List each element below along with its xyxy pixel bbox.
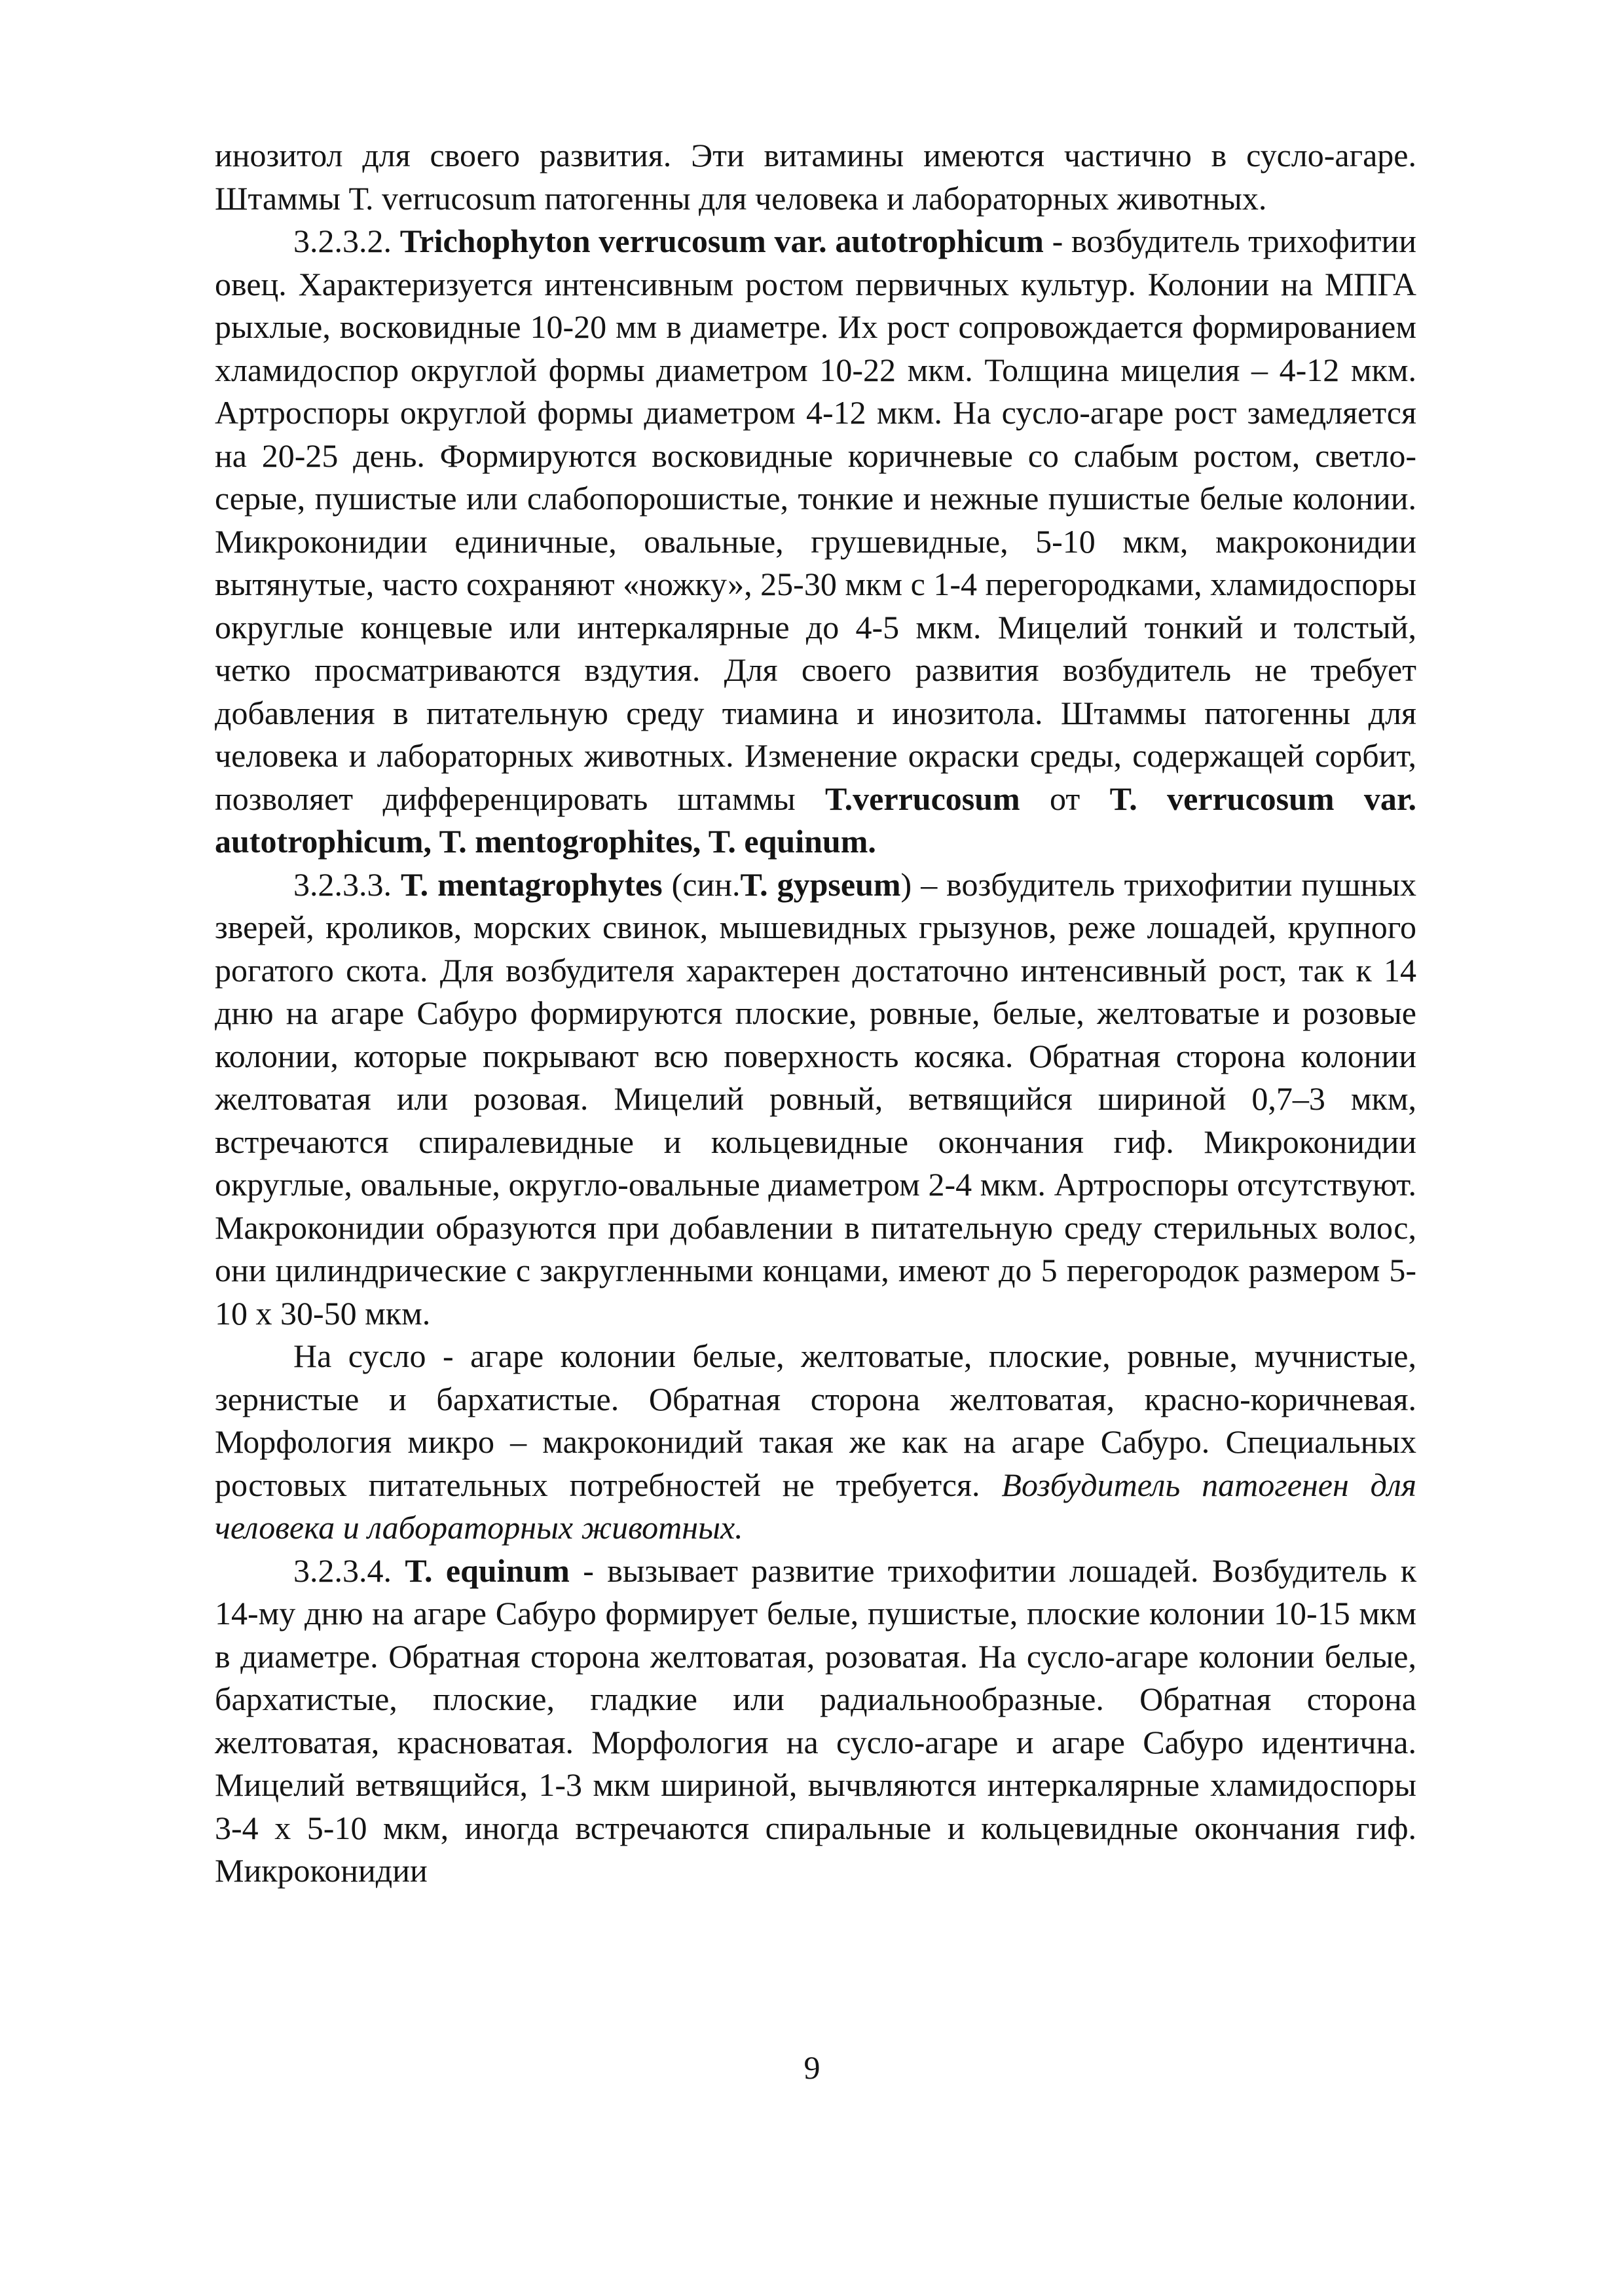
- paragraph-5: [215, 1550, 1416, 1893]
- section-number-3-2-3-2: 3.2.3.2.: [293, 223, 392, 259]
- paragraph-4-italic-text: Возбудитель патогенен для человека и лабораторных животных.: [215, 1466, 1416, 1546]
- paragraph-2: [215, 220, 1416, 864]
- paragraph-2-text: - возбудитель трихофитии овец. Характеризуется интенсивным ростом первичных культур. Колонии на МПГА рыхлые, восковидные 10-20 мм в диаметре. Их рост сопровождается формированием хламидоспор округлой формы диаметром 10-22 мкм. Толщина мицелия – 4-12 мкм. Артроспоры округлой формы диаметром 4-12 мкм. На сусло-агаре рост замедляется на 20-25 день. Формируются восковидные коричневые со слабым ростом, светло-серые, пушистые или слабопорошистые, тонкие и нежные пушистые белые колонии. Микроконидии единичные, овальные, грушевидные, 5-10 мкм, макроконидии вытянутые, часто сохраняют «ножку», 25-30 мкм с 1-4 перегородками, хламидоспоры округлые концевые или интеркалярные до 4-5 мкм. Мицелий тонкий и толстый, четко просматриваются вздутия. Для своего развития возбудитель не требует добавления в питательную среду тиамина и инозитола. Штаммы патогенны для человека и лабораторных животных. Изменение окраски среды, содержащей сорбит, позволяет дифференцировать штаммы: [215, 223, 1416, 817]
- species-name-gypseum: T. gypseum: [740, 866, 901, 903]
- species-name-verrucosum-autotrophicum: Trichophyton verrucosum var. autotrophicum: [399, 223, 1044, 259]
- section-number-3-2-3-4: 3.2.3.4.: [293, 1552, 392, 1589]
- species-name-mentagrophytes: T. mentagrophytes: [401, 866, 663, 903]
- page-body: [215, 134, 1416, 1893]
- paragraph-4: [215, 1335, 1416, 1550]
- species-name-list: T. verrucosum var. autotrophicum, T. mentogrophites, T. equinum.: [215, 780, 1417, 860]
- paragraph-5-text: - вызывает развитие трихофитии лошадей. Возбудитель к 14-му дню на агаре Сабуро формирует белые, пушистые, плоские колонии 10-15 мкм в диаметре. Обратная сторона желтоватая, розоватая. На сусло-агаре колонии белые, бархатистые, плоские, гладкие или радиальнообразные. Обратная сторона желтоватая, красноватая. Морфология на сусло-агаре и агаре Сабуро идентична. Мицелий ветвящийся, 1-3 мкм шириной, вычвляются интеркалярные хламидоспоры 3-4 х 5-10 мкм, иногда встречаются спиральные и кольцевидные окончания гиф. Микроконидии: [215, 1552, 1417, 1889]
- paragraph-1-text: инозитол для своего развития. Эти витамины имеются частично в сусло-агаре. Штаммы Т. verrucosum патогенны для человека и лабораторных животных.: [215, 137, 1416, 217]
- species-name-equinum: T. equinum: [405, 1552, 570, 1589]
- section-number-3-2-3-3: 3.2.3.3.: [293, 866, 392, 903]
- paragraph-3-text: ) – возбудитель трихофитии пушных зверей, кроликов, морских свинок, мышевидных грызунов, реже лошадей, крупного рогатого скота. Для возбудителя характерен достаточно интенсивный рост, так к 14 дню на агаре Сабуро формируются плоские, ровные, белые, желтоватые и розовые колонии, которые покрывают всю поверхность косяка. Обратная сторона колонии желтоватая или розовая. Мицелий ровный, ветвящийся шириной 0,7–3 мкм, встречаются спиралевидные и кольцевидные окончания гиф. Микроконидии округлые, овальные, округло-овальные диаметром 2-4 мкм. Артроспоры отсутствуют. Макроконидии образуются при добавлении в питательную среду стерильных волос, они цилиндрические с закругленными концами, имеют до 5 перегородок размером 5-10 х 30-50 мкм.: [215, 866, 1417, 1332]
- synonym-prefix: (син.: [662, 866, 741, 903]
- paragraph-3: [215, 864, 1416, 1336]
- paragraph-2-connector: от: [1020, 780, 1110, 817]
- paragraph-1: [215, 134, 1416, 220]
- paragraph-4-text: На сусло - агаре колонии белые, желтоватые, плоские, ровные, мучнистые, зернистые и бархатистые. Обратная сторона желтоватая, красно-коричневая. Морфология микро – макроконидий такая же как на агаре Сабуро. Специальных ростовых питательных потребностей не требуется.: [215, 1338, 1416, 1503]
- species-name-t-verrucosum: T.verrucosum: [825, 780, 1020, 817]
- page-number: 9: [803, 2049, 821, 2086]
